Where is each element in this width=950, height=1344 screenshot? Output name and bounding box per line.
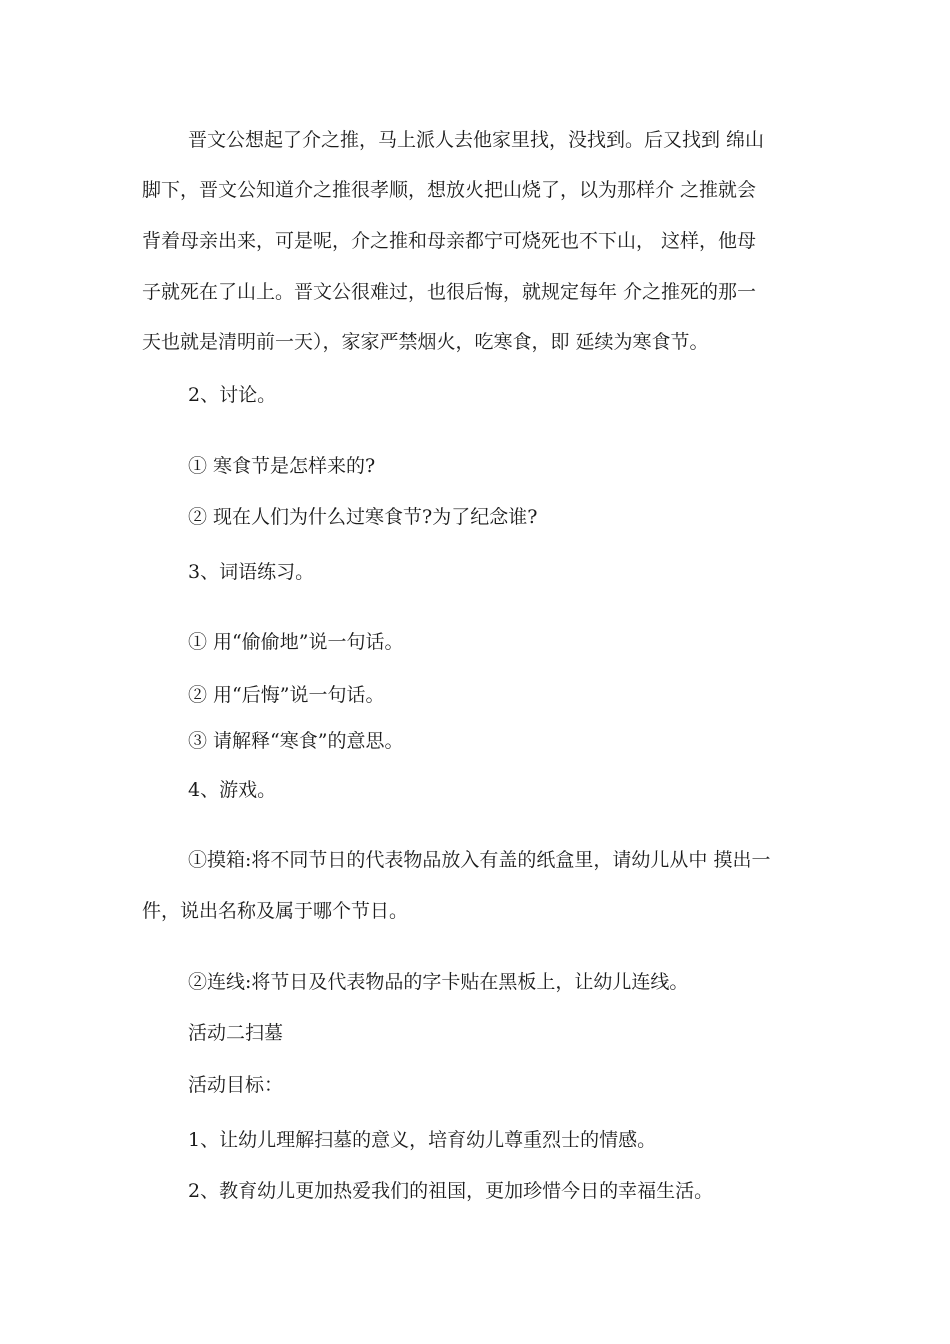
vocab-item-2: ② 用“后悔”说一句话。 (188, 684, 385, 706)
story-line-3: 背着母亲出来，可是呢，介之推和母亲都宁可烧死也不下山， 这样，他母 (142, 230, 757, 252)
story-line-2: 脚下，晋文公知道介之推很孝顺，想放火把山烧了，以为那样介 之推就会 (142, 179, 757, 201)
story-line-5: 天也就是清明前一天），家家严禁烟火，吃寒食，即 延续为寒食节。 (142, 331, 709, 353)
activity-2-goal-2: 2、教育幼儿更加热爱我们的祖国，更加珍惜今日的幸福生活。 (188, 1180, 714, 1202)
section-3-heading: 3、词语练习。 (188, 561, 315, 583)
activity-2-title: 活动二扫墓 (188, 1022, 284, 1044)
activity-2-goals-label: 活动目标： (188, 1074, 284, 1096)
game-1-line-2: 件，说出名称及属于哪个节日。 (142, 900, 409, 922)
discussion-item-2: ② 现在人们为什么过寒食节?为了纪念谁? (188, 506, 538, 528)
section-4-heading: 4、游戏。 (188, 779, 277, 801)
discussion-item-1: ① 寒食节是怎样来的? (188, 455, 376, 477)
vocab-item-3: ③ 请解释“寒食”的意思。 (188, 730, 404, 752)
vocab-item-1: ① 用“偷偷地”说一句话。 (188, 631, 404, 653)
story-line-4: 子就死在了山上。晋文公很难过，也很后悔，就规定每年 介之推死的那一 (142, 281, 757, 303)
game-1-line-1: ①摸箱:将不同节日的代表物品放入有盖的纸盒里，请幼儿从中 摸出一 (188, 849, 771, 871)
story-line-1: 晋文公想起了介之推，马上派人去他家里找，没找到。后又找到 绵山 (188, 129, 765, 151)
section-2-heading: 2、讨论。 (188, 384, 277, 406)
activity-2-goal-1: 1、让幼儿理解扫墓的意义，培育幼儿尊重烈士的情感。 (188, 1129, 657, 1151)
game-2-line: ②连线:将节日及代表物品的字卡贴在黑板上，让幼儿连线。 (188, 971, 689, 993)
